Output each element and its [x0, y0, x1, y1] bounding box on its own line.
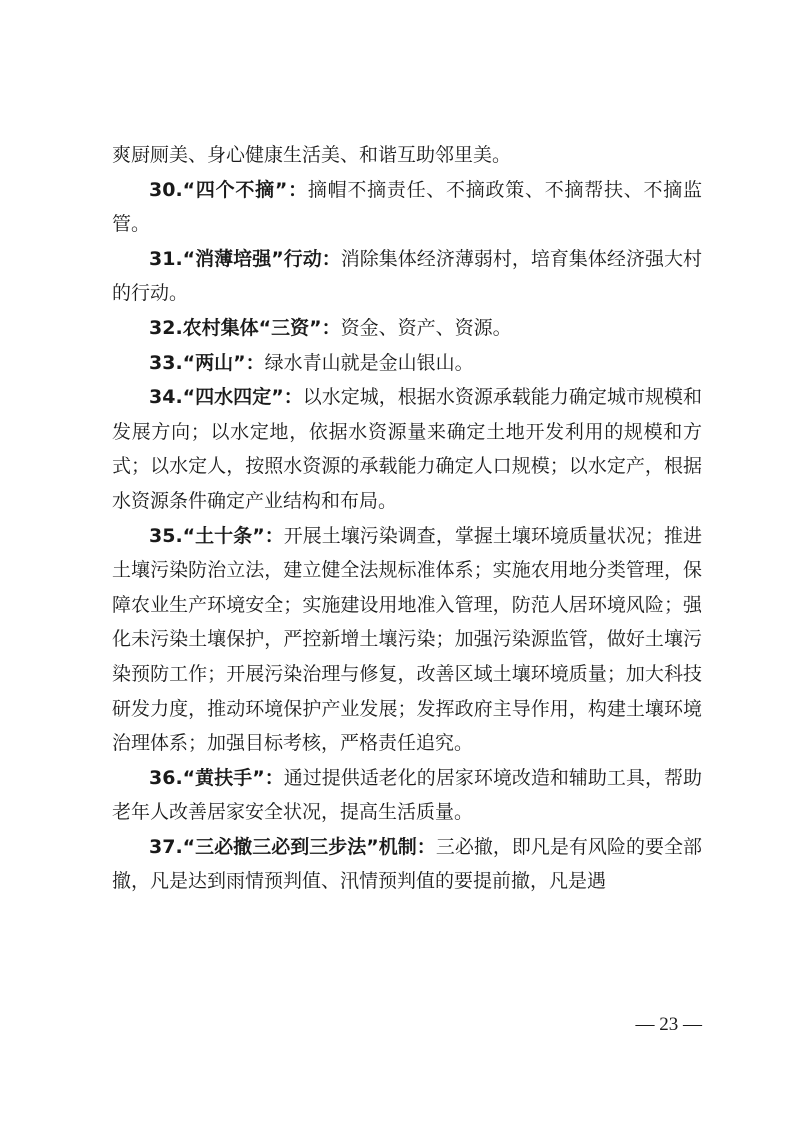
glossary-term: 34.“四水四定”： — [149, 386, 303, 409]
glossary-term: 35.“土十条”： — [149, 524, 284, 547]
glossary-term: 32.农村集体“三资”： — [149, 316, 341, 339]
glossary-definition: 绿水青山就是金山银山。 — [264, 351, 474, 374]
glossary-definition: 开展土壤污染调查，掌握土壤环境质量状况；推进土壤污染防治立法，建立健全法规标准体系；实施农用地分类管理，保障农业生产环境安全；实施建设用地准入管理，防范人居环境风险；强化未污染土壤保护，严控新增土壤污染；加强污染源监管，做好土壤污染预防工作；开展污染治理与修复，改善区域土壤环境质量；加大科技研发力度，推动环境保护产业发展；发挥政府主导作用，构建土壤环境治理体系；加强目标考核，严格责任追究。 — [112, 524, 702, 755]
glossary-term: 31.“消薄培强”行动： — [149, 247, 341, 270]
glossary-item-37 — [112, 830, 702, 899]
glossary-item-30 — [112, 173, 702, 242]
glossary-item-32 — [112, 311, 702, 346]
intro-line: 爽厨厕美、身心健康生活美、和谐互助邻里美。 — [112, 144, 512, 166]
glossary-item-31 — [112, 242, 702, 311]
glossary-item-33 — [112, 346, 702, 381]
glossary-definition: 资金、资产、资源。 — [340, 316, 512, 339]
glossary-definition: 消除集体经济薄弱村，培育集体经济强大村的行动。 — [112, 247, 702, 305]
glossary-definition: 以水定城，根据水资源承载能力确定城市规模和发展方向；以水定地，依据水资源量来确定土地开发利用的规模和方式；以水定人，按照水资源的承载能力确定人口规模；以水定产，根据水资源条件确定产业结构和布局。 — [112, 386, 702, 512]
glossary-term: 36.“黄扶手”： — [149, 766, 284, 789]
page-number: — 23 — — [635, 1014, 702, 1035]
glossary-item-34 — [112, 380, 702, 518]
glossary-term: 30.“四个不摘”： — [149, 178, 308, 201]
glossary-term: 33.“两山”： — [149, 351, 265, 374]
glossary-definition: 摘帽不摘责任、不摘政策、不摘帮扶、不摘监管。 — [112, 178, 702, 236]
glossary-term: 37.“三必撤三必到三步法”机制： — [149, 835, 436, 858]
glossary-definition: 通过提供适老化的居家环境改造和辅助工具，帮助老年人改善居家安全状况，提高生活质量。 — [112, 766, 702, 824]
body-text — [112, 138, 702, 899]
glossary-item-36 — [112, 761, 702, 830]
glossary-definition: 三必撤，即凡是有风险的要全部撤，凡是达到雨情预判值、汛情预判值的要提前撤，凡是遇 — [112, 835, 702, 893]
glossary-item-35 — [112, 519, 702, 761]
